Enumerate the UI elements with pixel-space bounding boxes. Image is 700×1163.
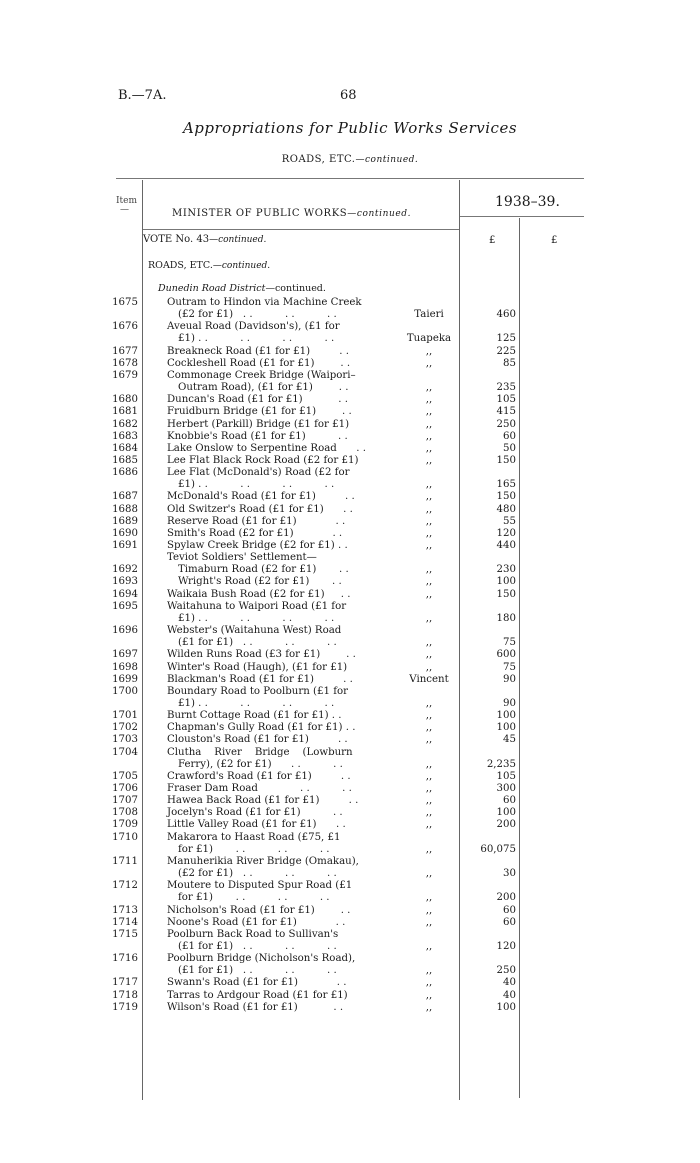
row-description: (£2 for £1) . . . . . . bbox=[178, 309, 337, 321]
row-description: Outram Road), (£1 for £1) . . bbox=[178, 382, 349, 394]
district-heading bbox=[158, 283, 326, 294]
row-county: ,, bbox=[425, 989, 433, 1001]
row-amount: 60 bbox=[503, 904, 516, 916]
row-amount: 250 bbox=[496, 418, 516, 430]
row-description: Tarras to Ardgour Road (£1 for £1) bbox=[167, 989, 348, 1001]
row-description: (£2 for £1) . . . . . . bbox=[178, 868, 337, 880]
row-description: Cockleshell Road (£1 for £1) . . bbox=[167, 357, 351, 369]
row-item-number: 1696 bbox=[112, 625, 138, 637]
row-item-number: 1704 bbox=[112, 746, 138, 758]
row-county: ,, bbox=[425, 406, 433, 418]
row-description: Wilden Runs Road (£3 for £1) . . bbox=[167, 649, 356, 661]
row-county: ,, bbox=[425, 612, 433, 624]
row-description: Poolburn Back Road to Sullivan's bbox=[167, 928, 339, 940]
row-county: ,, bbox=[425, 710, 433, 722]
row-county: ,, bbox=[425, 442, 433, 454]
row-item-number: 1692 bbox=[112, 564, 138, 576]
row-item-number: 1691 bbox=[112, 540, 138, 551]
minister-text: MINISTER OF PUBLIC WORKS bbox=[172, 208, 348, 219]
row-amount: 200 bbox=[496, 819, 516, 831]
row-description: £1) . . . . . . . . bbox=[178, 479, 335, 491]
row-amount: 600 bbox=[496, 649, 516, 661]
row-description: (£1 for £1) . . . . . . bbox=[178, 940, 337, 952]
row-description: £1) . . . . . . . . bbox=[178, 697, 335, 709]
row-item-number: 1719 bbox=[112, 1001, 138, 1013]
row-description: Burnt Cottage Road (£1 for £1) . . bbox=[167, 710, 342, 722]
row-description: Teviot Soldiers' Settlement— bbox=[167, 552, 317, 564]
table-row bbox=[0, 686, 700, 710]
row-county: ,, bbox=[425, 795, 433, 807]
row-item-number: 1688 bbox=[112, 503, 138, 515]
row-description: Timaburn Road (£2 for £1) . . bbox=[178, 564, 349, 576]
row-description: Breakneck Road (£1 for £1) . . bbox=[167, 345, 349, 357]
table-row bbox=[0, 516, 700, 528]
table-row bbox=[0, 370, 700, 394]
row-item-number: 1714 bbox=[112, 916, 138, 928]
table-row bbox=[0, 625, 700, 649]
row-amount: 60 bbox=[503, 795, 516, 807]
row-item-number: 1687 bbox=[112, 491, 138, 503]
table-row bbox=[0, 358, 700, 370]
row-description: Winter's Road (Haugh), (£1 for £1) bbox=[167, 661, 348, 673]
row-amount: 200 bbox=[496, 892, 516, 904]
row-description: Wilson's Road (£1 for £1) . . bbox=[167, 1001, 344, 1013]
row-item-number: 1678 bbox=[112, 357, 138, 369]
table-row bbox=[0, 722, 700, 734]
row-description: Crawford's Road (£1 for £1) . . bbox=[167, 770, 351, 782]
row-amount: 480 bbox=[496, 503, 516, 515]
row-amount: 230 bbox=[496, 564, 516, 576]
item-column-header: Item bbox=[116, 196, 138, 206]
row-item-number: 1707 bbox=[112, 795, 138, 807]
row-amount: 250 bbox=[496, 965, 516, 977]
row-item-number: 1706 bbox=[112, 783, 138, 794]
row-item-number: 1690 bbox=[112, 527, 138, 539]
row-item-number: 1680 bbox=[112, 394, 138, 406]
row-item-number: 1698 bbox=[112, 661, 138, 673]
row-description: Clouston's Road (£1 for £1) . . bbox=[167, 734, 348, 746]
row-description: £1) . . . . . . . . bbox=[178, 612, 335, 624]
row-description: Lee Flat (McDonald's) Road (£2 for bbox=[167, 467, 350, 479]
row-description: Spylaw Creek Bridge (£2 for £1) . . bbox=[167, 540, 348, 551]
row-county: ,, bbox=[425, 977, 433, 989]
row-item-number: 1699 bbox=[112, 673, 138, 685]
table-row bbox=[0, 771, 700, 783]
row-description: Fruidburn Bridge (£1 for £1) . . bbox=[167, 406, 352, 418]
table-row bbox=[0, 1002, 700, 1014]
row-description: Aveual Road (Davidson's), (£1 for bbox=[167, 321, 340, 333]
row-county: ,, bbox=[425, 637, 433, 649]
row-county: Taieri bbox=[414, 309, 444, 321]
row-item-number: 1700 bbox=[112, 685, 138, 697]
table-row bbox=[0, 467, 700, 491]
currency-header-2: £ bbox=[551, 235, 558, 246]
row-county: ,, bbox=[425, 868, 433, 880]
row-description: Duncan's Road (£1 for £1) . . bbox=[167, 394, 348, 406]
row-amount: 100 bbox=[496, 576, 516, 588]
row-description: Fraser Dam Road . . . . bbox=[167, 783, 352, 794]
row-county: ,, bbox=[425, 564, 433, 576]
row-item-number: 1683 bbox=[112, 430, 138, 442]
row-amount: 40 bbox=[503, 977, 516, 989]
row-county: ,, bbox=[425, 576, 433, 588]
table-row bbox=[0, 564, 700, 576]
subtitle-text: ROADS, ETC. bbox=[281, 154, 356, 165]
row-description: for £1) . . . . . . bbox=[178, 843, 330, 855]
row-description: Chapman's Gully Road (£1 for £1) . . bbox=[167, 722, 356, 734]
table-row bbox=[0, 297, 700, 321]
row-description: Reserve Road (£1 for £1) . . bbox=[167, 515, 346, 527]
row-item-number: 1686 bbox=[112, 467, 138, 479]
table-row bbox=[0, 674, 700, 686]
row-county: ,, bbox=[425, 418, 433, 430]
row-description: Waikaia Bush Road (£2 for £1) . . bbox=[167, 588, 351, 600]
row-description: for £1) . . . . . . bbox=[178, 892, 330, 904]
row-amount: 50 bbox=[503, 442, 516, 454]
row-description: Manuherikia River Bridge (Omakau), bbox=[167, 855, 359, 867]
table-row bbox=[0, 406, 700, 418]
row-amount: 100 bbox=[496, 710, 516, 722]
row-county: ,, bbox=[425, 491, 433, 503]
row-amount: 235 bbox=[496, 382, 516, 394]
row-amount: 85 bbox=[503, 357, 516, 369]
row-amount: 440 bbox=[496, 540, 516, 551]
table-row bbox=[0, 977, 700, 989]
row-amount: 60 bbox=[503, 916, 516, 928]
subtitle-continued: —continued. bbox=[355, 155, 419, 165]
row-description: Outram to Hindon via Machine Creek bbox=[167, 297, 362, 308]
row-description: Little Valley Road (£1 for £1) . . bbox=[167, 819, 346, 831]
row-item-number: 1709 bbox=[112, 819, 138, 831]
row-amount: 120 bbox=[496, 527, 516, 539]
table-row bbox=[0, 419, 700, 431]
row-county: ,, bbox=[425, 940, 433, 952]
row-description: Makarora to Haast Road (£75, £1 bbox=[167, 831, 341, 843]
row-item-number: 1710 bbox=[112, 831, 138, 843]
row-description: Noone's Road (£1 for £1) . . bbox=[167, 916, 346, 928]
table-row bbox=[0, 929, 700, 953]
row-county: ,, bbox=[425, 382, 433, 394]
row-description: Webster's (Waitahuna West) Road bbox=[167, 625, 342, 637]
table-row bbox=[0, 905, 700, 917]
table-row bbox=[0, 807, 700, 819]
row-item-number: 1695 bbox=[112, 600, 138, 612]
table-row bbox=[0, 589, 700, 601]
table-row bbox=[0, 528, 700, 540]
row-description: Wright's Road (£2 for £1) . . bbox=[178, 576, 342, 588]
currency-header-1: £ bbox=[489, 235, 496, 246]
table-row bbox=[0, 443, 700, 455]
row-description: McDonald's Road (£1 for £1) . . bbox=[167, 491, 355, 503]
row-description: Lake Onslow to Serpentine Road . . bbox=[167, 442, 366, 454]
row-county: ,, bbox=[425, 904, 433, 916]
row-county: ,, bbox=[425, 394, 433, 406]
table-row bbox=[0, 346, 700, 358]
row-item-number: 1693 bbox=[112, 576, 138, 588]
row-county: ,, bbox=[425, 819, 433, 831]
table-row bbox=[0, 455, 700, 467]
table-row bbox=[0, 540, 700, 552]
row-county: ,, bbox=[425, 843, 433, 855]
row-description: £1) . . . . . . . . bbox=[178, 333, 335, 345]
row-item-number: 1676 bbox=[112, 321, 138, 333]
row-county: ,, bbox=[425, 892, 433, 904]
row-county: ,, bbox=[425, 697, 433, 709]
row-county: ,, bbox=[425, 807, 433, 819]
row-description: Old Switzer's Road (£1 for £1) . . bbox=[167, 503, 353, 515]
table-row bbox=[0, 856, 700, 880]
row-county: ,, bbox=[425, 527, 433, 539]
row-amount: 90 bbox=[503, 697, 516, 709]
row-item-number: 1681 bbox=[112, 406, 138, 418]
table-row bbox=[0, 649, 700, 661]
row-item-number: 1701 bbox=[112, 710, 138, 722]
row-amount: 75 bbox=[503, 661, 516, 673]
item-column-dash: — bbox=[120, 205, 129, 215]
row-description: Moutere to Disputed Spur Road (£1 bbox=[167, 880, 353, 892]
row-item-number: 1684 bbox=[112, 442, 138, 454]
row-county: ,, bbox=[425, 770, 433, 782]
table-row bbox=[0, 431, 700, 443]
row-item-number: 1702 bbox=[112, 722, 138, 734]
vote-continued: —continued. bbox=[209, 235, 267, 245]
row-county: Vincent bbox=[409, 673, 449, 685]
row-amount: 75 bbox=[503, 637, 516, 649]
table-row bbox=[0, 990, 700, 1002]
row-description: Poolburn Bridge (Nicholson's Road), bbox=[167, 953, 356, 965]
row-county: ,, bbox=[425, 588, 433, 600]
row-amount: 415 bbox=[496, 406, 516, 418]
district-continued: —continued. bbox=[265, 283, 326, 294]
minister-heading bbox=[172, 208, 411, 219]
page-title: Appropriations for Public Works Services bbox=[182, 119, 518, 137]
row-county: ,, bbox=[425, 783, 433, 794]
table-row bbox=[0, 662, 700, 674]
row-description: Jocelyn's Road (£1 for £1) . . bbox=[167, 807, 343, 819]
row-county: ,, bbox=[425, 454, 433, 466]
row-county: ,, bbox=[425, 479, 433, 491]
row-description: Ferry), (£2 for £1) . . . . bbox=[178, 758, 343, 770]
table-row bbox=[0, 552, 700, 564]
row-item-number: 1713 bbox=[112, 904, 138, 916]
row-description: Waitahuna to Waipori Road (£1 for bbox=[167, 600, 347, 612]
row-item-number: 1718 bbox=[112, 989, 138, 1001]
row-county: ,, bbox=[425, 916, 433, 928]
row-item-number: 1717 bbox=[112, 977, 138, 989]
vote-heading bbox=[143, 234, 266, 245]
table-row bbox=[0, 917, 700, 929]
table-row bbox=[0, 953, 700, 977]
district-name: Dunedin Road District bbox=[158, 283, 266, 294]
row-description: Nicholson's Road (£1 for £1) . . bbox=[167, 904, 351, 916]
section-text: ROADS, ETC. bbox=[148, 260, 213, 271]
row-amount: 125 bbox=[496, 333, 516, 345]
table-row bbox=[0, 601, 700, 625]
table-row bbox=[0, 832, 700, 856]
row-description: (£1 for £1) . . . . . . bbox=[178, 965, 337, 977]
row-description: Smith's Road (£2 for £1) . . bbox=[167, 527, 343, 539]
row-item-number: 1715 bbox=[112, 928, 138, 940]
row-amount: 225 bbox=[496, 345, 516, 357]
table-row bbox=[0, 491, 700, 503]
row-item-number: 1716 bbox=[112, 953, 138, 965]
row-amount: 300 bbox=[496, 783, 516, 794]
row-amount: 100 bbox=[496, 1001, 516, 1013]
row-amount: 30 bbox=[503, 868, 516, 880]
row-county: ,, bbox=[425, 649, 433, 661]
row-description: Knobbie's Road (£1 for £1) . . bbox=[167, 430, 348, 442]
row-item-number: 1682 bbox=[112, 418, 138, 430]
rule-top bbox=[116, 178, 584, 179]
table-row bbox=[0, 734, 700, 746]
row-description: Clutha River Bridge (Lowburn bbox=[167, 746, 353, 758]
row-item-number: 1703 bbox=[112, 734, 138, 746]
row-description: Swann's Road (£1 for £1) . . bbox=[167, 977, 347, 989]
row-county: ,, bbox=[425, 515, 433, 527]
row-item-number: 1679 bbox=[112, 369, 138, 381]
row-amount: 60 bbox=[503, 430, 516, 442]
table-row bbox=[0, 710, 700, 722]
row-amount: 460 bbox=[496, 309, 516, 321]
rule-header bbox=[143, 229, 460, 230]
section-continued: —continued. bbox=[212, 261, 271, 271]
row-description: (£1 for £1) . . . . . . bbox=[178, 637, 337, 649]
table-row bbox=[0, 795, 700, 807]
row-county: ,, bbox=[425, 430, 433, 442]
vote-text: VOTE No. 43 bbox=[143, 234, 210, 245]
row-description: Lee Flat Black Rock Road (£2 for £1) bbox=[167, 454, 359, 466]
row-amount: 150 bbox=[496, 588, 516, 600]
row-description: Boundary Road to Poolburn (£1 for bbox=[167, 685, 348, 697]
row-amount: 45 bbox=[503, 734, 516, 746]
minister-continued: —continued. bbox=[347, 209, 412, 219]
row-amount: 100 bbox=[496, 807, 516, 819]
row-county: ,, bbox=[425, 758, 433, 770]
page-subtitle bbox=[0, 154, 700, 165]
page-number: 68 bbox=[340, 88, 357, 103]
row-amount: 100 bbox=[496, 722, 516, 734]
row-item-number: 1712 bbox=[112, 880, 138, 892]
row-amount: 105 bbox=[496, 394, 516, 406]
row-county: ,, bbox=[425, 661, 433, 673]
row-item-number: 1711 bbox=[112, 855, 138, 867]
row-item-number: 1675 bbox=[112, 297, 138, 308]
row-amount: 105 bbox=[496, 770, 516, 782]
row-item-number: 1689 bbox=[112, 515, 138, 527]
section-heading bbox=[148, 260, 270, 271]
row-county: ,, bbox=[425, 503, 433, 515]
year-heading: 1938–39. bbox=[495, 194, 560, 210]
row-amount: 40 bbox=[503, 989, 516, 1001]
row-item-number: 1697 bbox=[112, 649, 138, 661]
row-item-number: 1705 bbox=[112, 770, 138, 782]
table-row bbox=[0, 783, 700, 795]
row-amount: 60,075 bbox=[480, 843, 516, 855]
row-item-number: 1708 bbox=[112, 807, 138, 819]
row-amount: 150 bbox=[496, 491, 516, 503]
table-row bbox=[0, 504, 700, 516]
table-row bbox=[0, 880, 700, 904]
table-row bbox=[0, 819, 700, 831]
row-county: ,, bbox=[425, 1001, 433, 1013]
table-row bbox=[0, 321, 700, 345]
row-county: ,, bbox=[425, 734, 433, 746]
table-row bbox=[0, 394, 700, 406]
table-row bbox=[0, 747, 700, 771]
row-amount: 165 bbox=[496, 479, 516, 491]
row-item-number: 1694 bbox=[112, 588, 138, 600]
row-description: Commonage Creek Bridge (Waipori– bbox=[167, 369, 356, 381]
row-description: Hawea Back Road (£1 for £1) . . bbox=[167, 795, 359, 807]
row-amount: 180 bbox=[496, 612, 516, 624]
row-item-number: 1685 bbox=[112, 454, 138, 466]
rule-year bbox=[460, 216, 584, 217]
row-county: ,, bbox=[425, 540, 433, 551]
row-description: Herbert (Parkill) Bridge (£1 for £1) bbox=[167, 418, 350, 430]
row-county: Tuapeka bbox=[406, 333, 452, 345]
row-county: ,, bbox=[425, 345, 433, 357]
row-amount: 55 bbox=[503, 515, 516, 527]
row-amount: 150 bbox=[496, 454, 516, 466]
table-row bbox=[0, 576, 700, 588]
row-county: ,, bbox=[425, 357, 433, 369]
row-county: ,, bbox=[425, 722, 433, 734]
row-item-number: 1677 bbox=[112, 345, 138, 357]
row-amount: 90 bbox=[503, 673, 516, 685]
row-amount: 2,235 bbox=[486, 758, 516, 770]
row-county: ,, bbox=[425, 965, 433, 977]
row-description: Blackman's Road (£1 for £1) . . bbox=[167, 673, 353, 685]
series-code: B.—7A. bbox=[118, 88, 167, 103]
row-amount: 120 bbox=[496, 940, 516, 952]
